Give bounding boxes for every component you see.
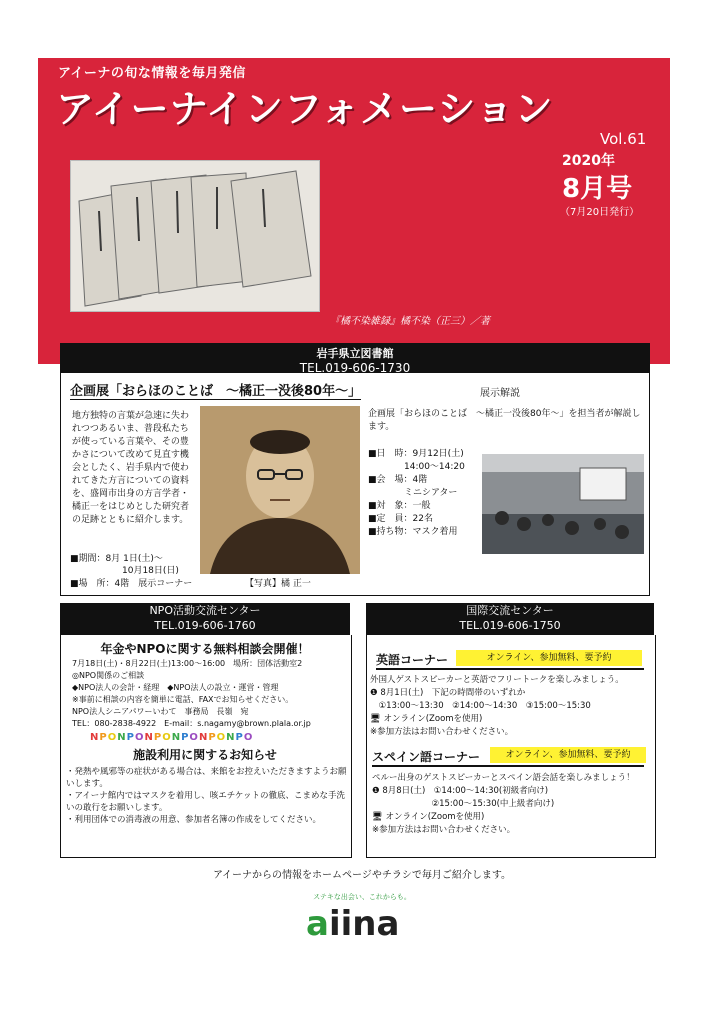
deco-letter: O	[107, 732, 118, 743]
english-line: ❶ 8月1日(土) 下記の時間帯のいずれか	[370, 688, 526, 698]
english-line: ※参加方法はお問い合わせください。	[370, 727, 514, 737]
english-line: 外国人ゲストスピーカーと英語でフリートークを楽しみましょう。	[370, 675, 624, 685]
npo-name: NPO活動交流センター	[149, 604, 261, 617]
talk-detail-line: ■対 象：一般	[368, 501, 431, 511]
aiina-logo	[306, 904, 399, 944]
footer-text: アイーナからの情報をホームページやチラシで毎月ご紹介します。	[212, 870, 512, 881]
npo-body	[72, 658, 350, 730]
spanish-body	[372, 772, 654, 837]
period-label: ■期間：	[70, 554, 106, 564]
deco-letter: P	[99, 732, 108, 743]
deco-letter: N	[117, 732, 127, 743]
tagline: アイーナの旬な情報を毎月発信	[58, 66, 246, 81]
notice-line: ・利用団体での消毒液の用意、参加者名簿の作成をしてください。	[66, 815, 322, 825]
deco-letter: N	[171, 732, 182, 743]
spanish-line: ※参加方法はお問い合わせください。	[372, 825, 516, 835]
exhibit-title: 企画展「おらほのことば ～橘正一没後80年～」	[70, 380, 361, 400]
deco-letter: P	[126, 732, 135, 743]
exhibit-description: 地方独特の言葉が急速に失われつつあるいま、普段私たちが使っている言葉や、その豊かさについて改めて見直す機会としたく、岩手県内で使われてきた方言についての資料を、盛岡市出身の方言学者・橘正一をはじめとした研究者の足跡とともに紹介します。	[72, 411, 190, 525]
deco-letter: O	[162, 732, 172, 743]
portrait-caption: 【写真】橘 正一	[245, 579, 311, 589]
npo-line: ◆NPO法人の会計・経理 ◆NPO法人の設立・運営・管理	[72, 683, 279, 692]
deco-letter: P	[153, 732, 163, 743]
talk-description: 企画展「おらほのことば ～橘正一没後80年～」を担当者が解説します。	[368, 409, 641, 432]
notice-line: ・アイーナ館内ではマスクを着用し、咳エチケットの徹底、こまめな手洗いの敢行をお願いします。	[66, 791, 345, 813]
talk-details	[368, 448, 483, 539]
slogan: ステキな出会い、これからも。	[313, 893, 411, 901]
exhibit-place: ■場 所：4階 展示コーナー	[70, 579, 193, 589]
theater-photo	[482, 454, 644, 554]
logo-a: a	[306, 904, 329, 944]
deco-letter: O	[216, 732, 227, 743]
intl-header	[366, 603, 654, 635]
divider	[372, 765, 644, 767]
npo-headline: 年金やNPOに関する無料相談会開催！	[100, 642, 310, 656]
talk-label: 展示解説	[480, 388, 520, 399]
npo-line: ◎NPO関係のご相談	[72, 671, 145, 680]
page-title: アイーナインフォメーション	[56, 87, 554, 131]
intl-name: 国際交流センター	[466, 604, 554, 617]
portrait-photo	[200, 406, 360, 574]
deco-letter: N	[90, 732, 100, 743]
npo-line: 7月18日(土)・8月22日(土)13:00～16:00 場所：団体活動室2	[72, 659, 303, 668]
deco-letter: P	[181, 732, 190, 743]
deco-letter: N	[226, 732, 236, 743]
spanish-badge: オンライン、参加無料、要予約	[490, 747, 646, 763]
talk-detail-line: ■日 時：9月12日(土)	[368, 449, 464, 459]
deco-letter: P	[208, 732, 217, 743]
spanish-corner-title: スペイン語コーナー	[372, 750, 481, 764]
english-line: 🖥 オンライン(Zoomを使用)	[370, 714, 483, 724]
deco-letter: O	[134, 732, 145, 743]
english-corner-title: 英語コーナー	[376, 653, 449, 667]
notice-body	[66, 766, 348, 826]
english-body	[370, 674, 654, 739]
english-badge: オンライン、参加無料、要予約	[456, 650, 642, 666]
npo-line: NPO法人シニアパワーいわて 事務局 長嶺 宛	[72, 707, 249, 716]
npo-decoration	[90, 732, 253, 743]
talk-detail-line: ■持ち物：マスク着用	[368, 527, 458, 537]
talk-detail-line: ミニシアター	[368, 488, 458, 498]
talk-detail-line: ■定 員：22名	[368, 514, 433, 524]
period-end: 10月18日(日)	[122, 566, 179, 576]
spanish-line: ②15:00～15:30(中上級者向け)	[372, 799, 555, 809]
library-header	[60, 343, 650, 373]
spanish-line: ペルー出身のゲストスピーカーとスペイン語会話を楽しみましょう！	[372, 773, 635, 783]
spanish-line: 🖥 オンライン(Zoomを使用)	[372, 812, 485, 822]
library-tel: TEL.019-606-1730	[299, 361, 411, 375]
english-line: ①13:00～13:30 ②14:00～14:30 ③15:00～15:30	[370, 701, 591, 711]
volume-label: Vol.61	[600, 130, 647, 148]
exhibit-period	[70, 553, 179, 577]
deco-letter: O	[189, 732, 199, 743]
deco-letter: N	[198, 732, 209, 743]
divider	[376, 668, 644, 670]
notice-title: 施設利用に関するお知らせ	[133, 748, 277, 762]
talk-detail-line: ■会 場：4階	[368, 475, 428, 485]
notice-line: ・発熱や風邪等の症状がある場合は、来館をお控えいただきますようお願いします。	[66, 767, 347, 789]
issue-month: 8月号	[562, 174, 633, 204]
period-start: 8月 1日(土)～	[105, 554, 163, 564]
npo-header	[60, 603, 350, 635]
intl-tel: TEL.019-606-1750	[459, 619, 561, 632]
logo-rest: iina	[328, 904, 400, 944]
deco-letter: P	[235, 732, 244, 743]
talk-detail-line: 14:00～14:20	[368, 462, 465, 472]
photo-caption: 『橘不染雑録』橘不染（正三）／著	[330, 316, 490, 327]
npo-line: TEL：080-2838-4922 E-mail：s.nagamy@brown.plala.or.jp	[72, 719, 311, 728]
deco-letter: O	[243, 732, 254, 743]
deco-letter: N	[144, 732, 154, 743]
spanish-line: ❶ 8月8日(土) ①14:00～14:30(初級者向け)	[372, 786, 549, 796]
npo-line: ※事前に相談の内容を簡単に電話、FAXでお知らせください。	[72, 695, 294, 704]
issue-year: 2020年	[562, 153, 615, 169]
library-name: 岩手県立図書館	[316, 347, 394, 360]
issue-date: （7月20日発行）	[560, 207, 640, 218]
books-photo	[70, 160, 320, 312]
npo-tel: TEL.019-606-1760	[154, 619, 256, 632]
